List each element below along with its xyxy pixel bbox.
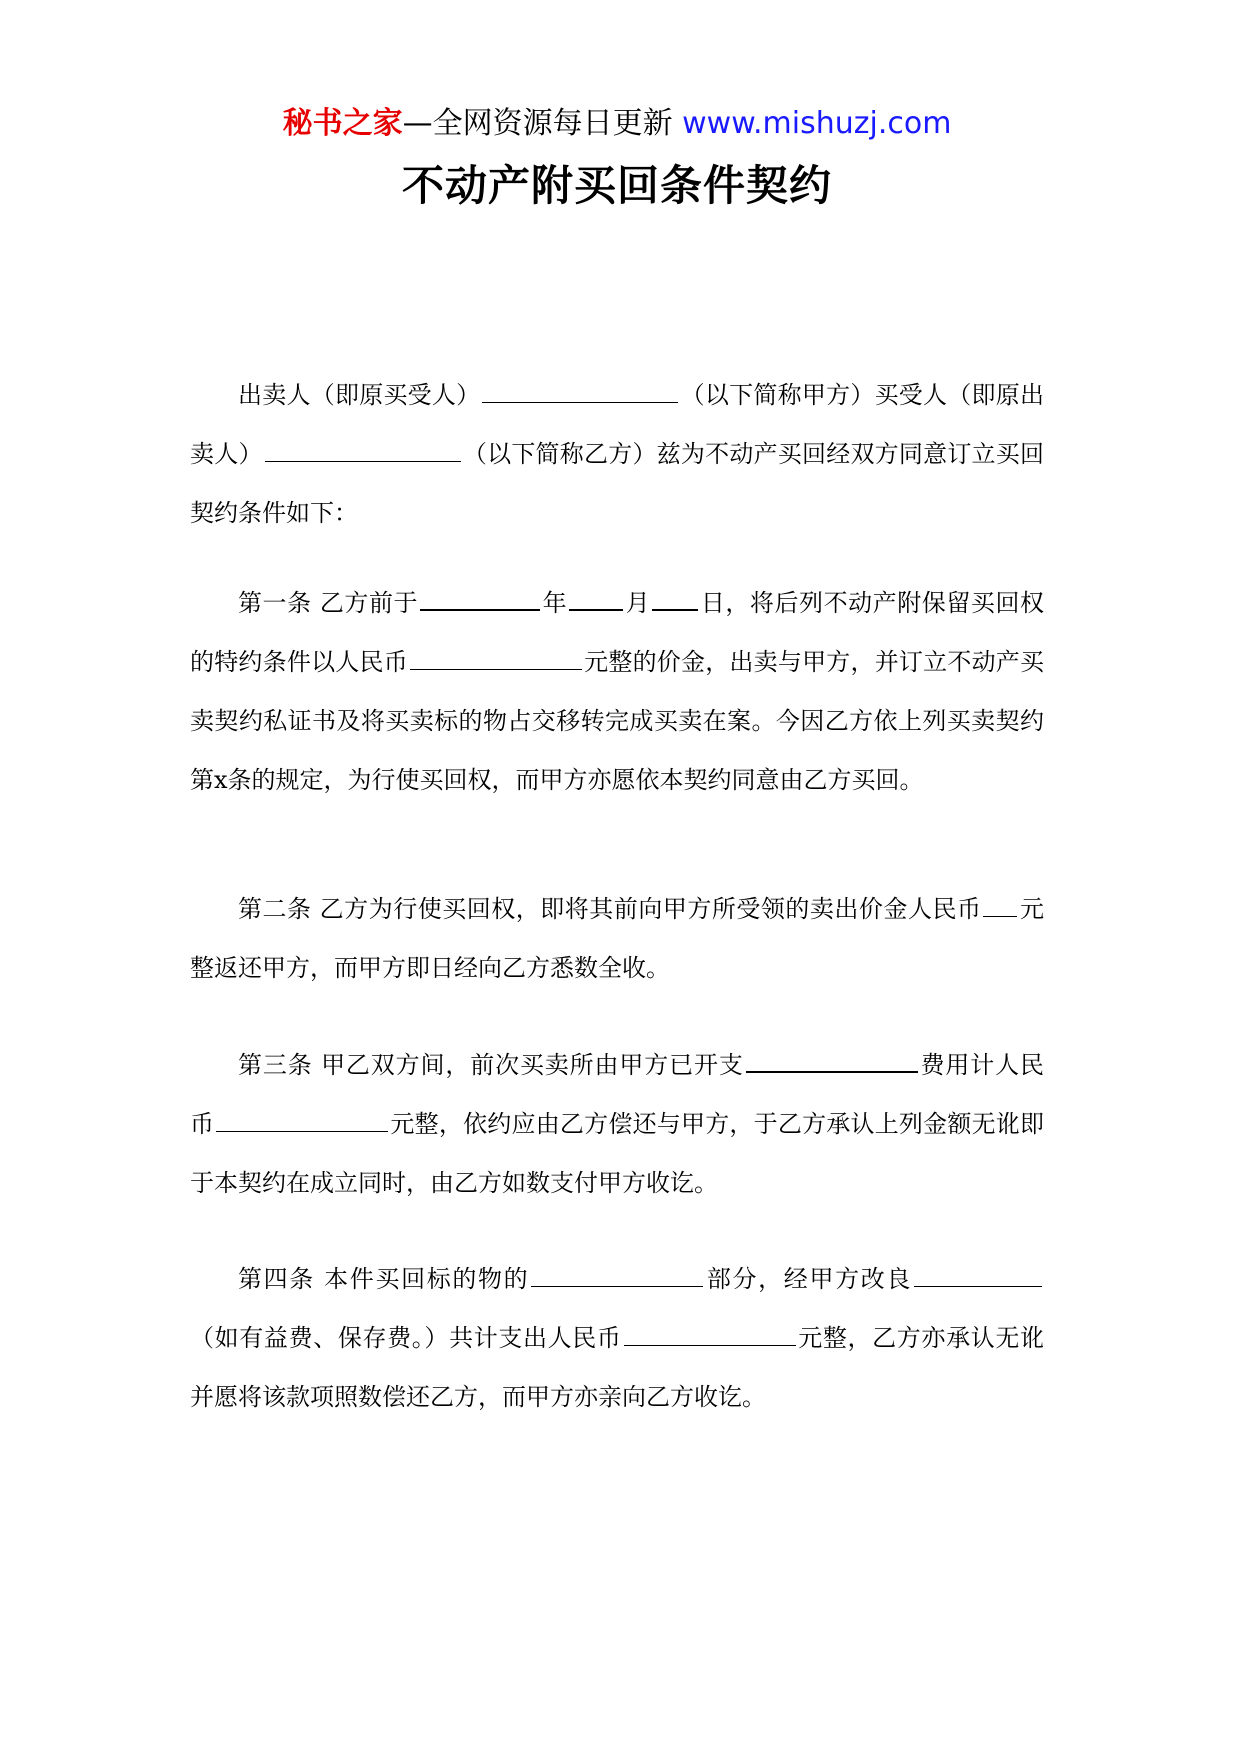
site-header [0, 104, 1234, 144]
article-3-paragraph [190, 1036, 1044, 1213]
article-4-text-4: 元整，乙方亦承认无讹并愿将该款项照数偿还乙方，而甲方亦亲向乙方收讫。 [190, 1324, 1045, 1411]
expense-item-blank[interactable] [746, 1070, 918, 1073]
article-3-text-2: 费用计人民币 [190, 1051, 1044, 1138]
article-3-text-3: 元整，依约应由乙方偿还与甲方，于乙方承认上列金额无讹即于本契约在成立同时，由乙方如数支付甲方收讫。 [190, 1110, 1045, 1197]
year-label: 年 [542, 589, 568, 617]
brand-name: 秘书之家 [282, 106, 403, 141]
article-4-text-2: 部分，经甲方改良 [705, 1265, 912, 1293]
article-2-paragraph [190, 880, 1044, 998]
refund-amount-blank[interactable] [983, 915, 1017, 917]
document-title: 不动产附买回条件契约 [401, 161, 832, 210]
article-4-paragraph [190, 1250, 1044, 1427]
seller-name-blank[interactable] [482, 401, 678, 403]
article-4-text-3: （如有益费、保存费。）共计支出人民币 [190, 1324, 622, 1352]
improvement-amount-blank[interactable] [624, 1344, 796, 1346]
year-blank[interactable] [420, 608, 540, 611]
article-3-text-1: 第三条 甲乙双方间，前次买卖所由甲方已开支 [238, 1051, 744, 1079]
article-2-text-1: 第二条 乙方为行使买回权，即将其前向甲方所受领的卖出价金人民币 [238, 895, 982, 923]
expense-amount-blank[interactable] [216, 1130, 388, 1132]
site-url-link[interactable]: www.mishuzj.com [682, 106, 952, 141]
month-blank[interactable] [569, 608, 623, 611]
intro-paragraph [190, 366, 1044, 543]
improved-part-blank[interactable] [531, 1285, 703, 1287]
intro-text-3: （以下简称乙方）兹为不动产买回经双方同意订立买回契约条件如下： [190, 440, 1045, 527]
buyer-name-blank[interactable] [265, 460, 461, 462]
month-label: 月 [625, 589, 651, 617]
intro-text-2: （以下简称甲方）买受人（即原出卖人） [190, 381, 1045, 468]
article-2-text-2: 元整返还甲方，而甲方即日经向乙方悉数全收。 [190, 895, 1044, 982]
header-tagline: —全网资源每日更新 [402, 106, 683, 141]
article-1-text-3: 元整的价金，出卖与甲方，并订立不动产买卖契约私证书及将买卖标的物占交移转完成买卖在案。今因乙方依上列买卖契约第x条的规定，为行使买回权，而甲方亦愿依本契约同意由乙方买回。 [190, 648, 1045, 794]
article-1-text-1: 第一条 乙方前于 [238, 589, 419, 617]
day-blank[interactable] [652, 608, 698, 611]
article-4-text-1: 第四条 本件买回标的物的 [238, 1265, 530, 1293]
improvement-blank[interactable] [914, 1285, 1042, 1287]
price-blank[interactable] [410, 668, 582, 670]
article-1-text-2: 日，将后列不动产附保留买回权的特约条件以人民币 [190, 589, 1044, 676]
intro-text-1: 出卖人（即原买受人） [238, 381, 481, 409]
article-1-paragraph [190, 574, 1044, 810]
